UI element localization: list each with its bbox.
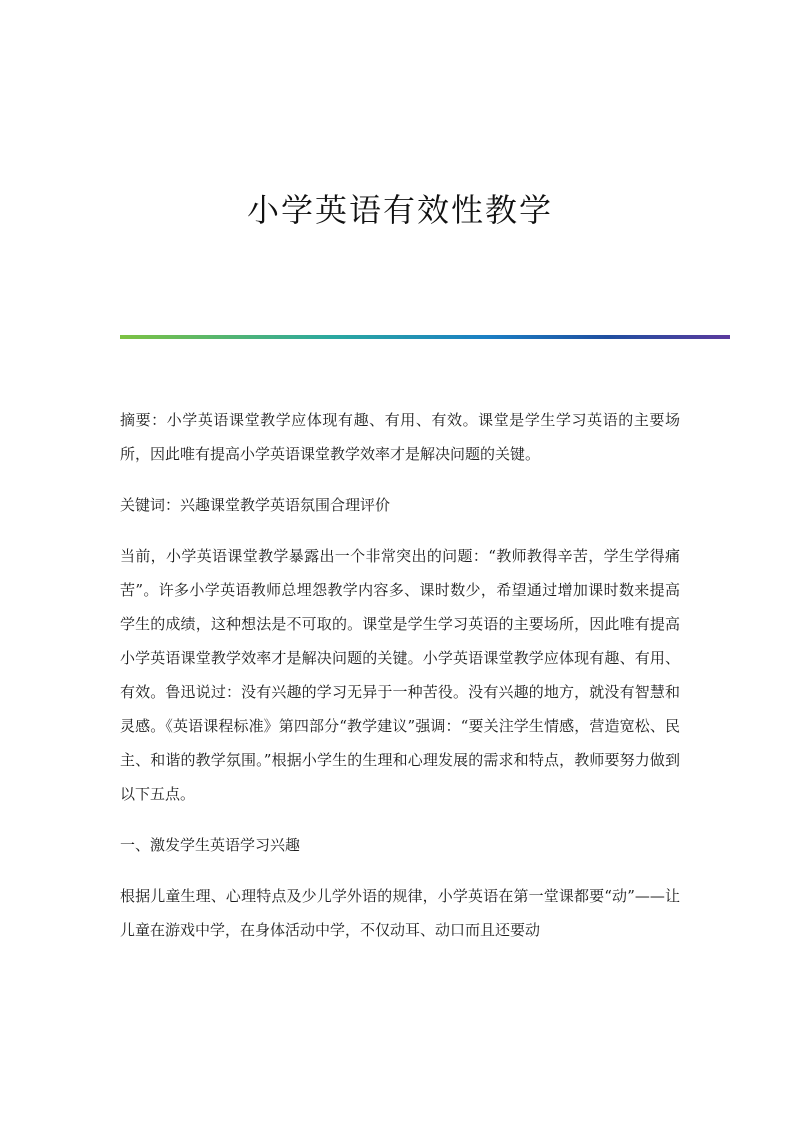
document-body (120, 403, 680, 964)
abstract-paragraph: 摘要：小学英语课堂教学应体现有趣、有用、有效。课堂是学生学习英语的主要场所，因此唯有提高小学英语课堂教学效率才是解决问题的关键。 (120, 411, 680, 463)
section-heading: 一、激发学生英语学习兴趣 (120, 836, 301, 854)
intro-paragraph: 当前，小学英语课堂教学暴露出一个非常突出的问题：“教师教得辛苦，学生学得痛苦”。许多小学英语教师总埋怨教学内容多、课时数少，希望通过增加课时数来提高学生的成绩，这种想法是不可取的。课堂是学生学习英语的主要场所，因此唯有提高小学英语课堂教学效率才是解决问题的关键。小学英语课堂教学应体现有趣、有用、有效。鲁迅说过：没有兴趣的学习无异于一种苦役。没有兴趣的地方，就没有智慧和灵感。《英语课程标准》第四部分“教学建议”强调：“要关注学生情感，营造宽松、民主、和谐的教学氛围。”根据小学生的生理和心理发展的需求和特点，教师要努力做到以下五点。 (120, 547, 680, 803)
document-title: 小学英语有效性教学 (246, 191, 553, 229)
keywords-paragraph: 关键词：兴趣课堂教学英语氛围合理评价 (120, 496, 391, 514)
section-paragraph: 根据儿童生理、心理特点及少儿学外语的规律，小学英语在第一堂课都要“动”——让儿童在游戏中学，在身体活动中学，不仅动耳、动口而且还要动 (120, 887, 680, 939)
title-divider (120, 335, 730, 339)
